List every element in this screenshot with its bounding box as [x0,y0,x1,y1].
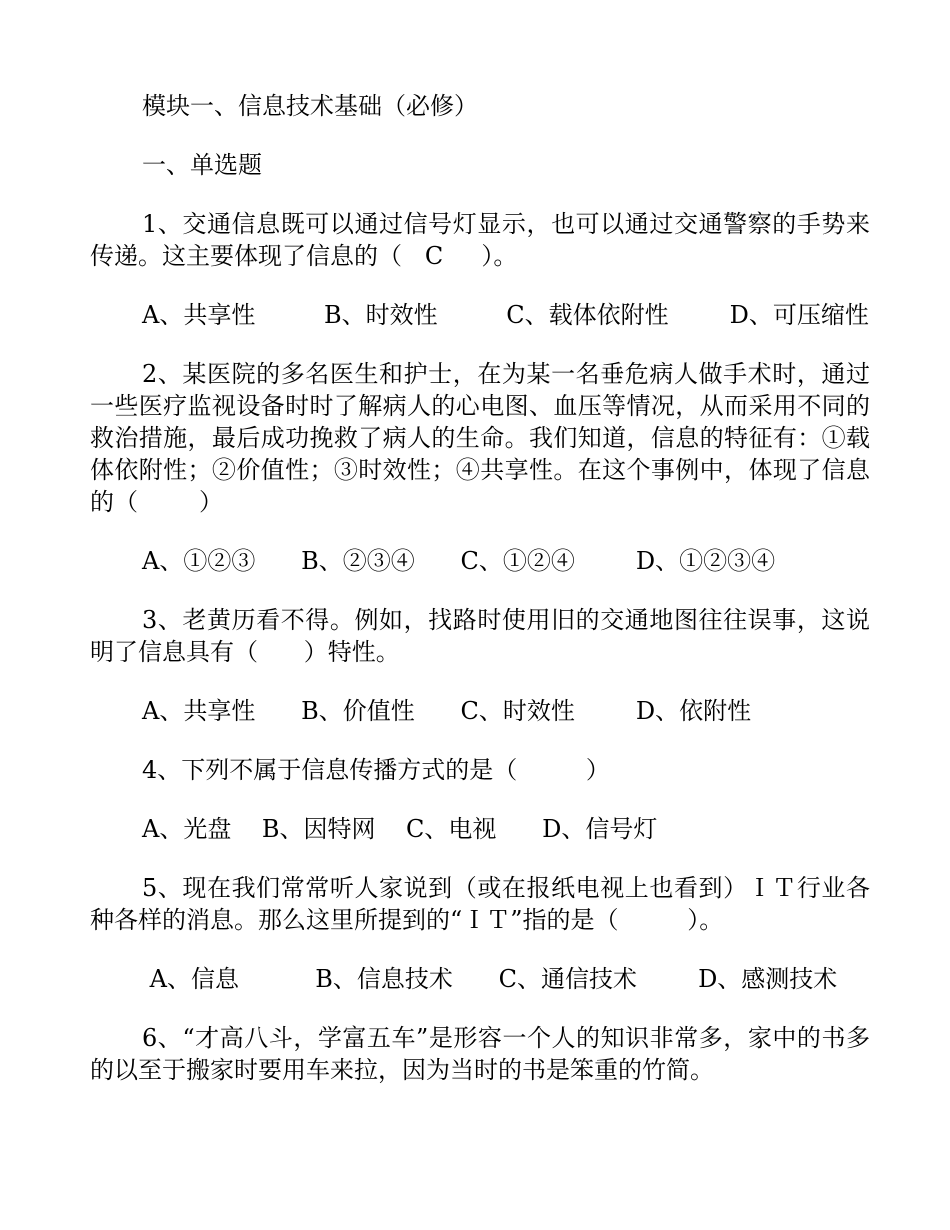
question-5-stem: 5、现在我们常常听人家说到（或在报纸电视上也看到）ＩＴ行业各种各样的消息。那么这里所提到的“ＩＴ”指的是（ ）。 [90,874,870,934]
question-1-stem: 1、交通信息既可以通过信号灯显示，也可以通过交通警察的手势来传递。这主要体现了信息的（ C ）。 [90,210,870,270]
question-3-stem: 3、老黄历看不得。例如，找路时使用旧的交通地图往往误事，这说明了信息具有（ ）特性。 [90,606,870,666]
question-3-options: A、共享性 B、价值性 C、时效性 D、依附性 [142,697,752,725]
question-4-options: A、光盘 B、因特网 C、电视 D、信号灯 [142,815,658,843]
question-2-options: A、①②③ B、②③④ C、①②④ D、①②③④ [142,547,776,575]
question-6-stem: 6、“才高八斗，学富五车”是形容一个人的知识非常多，家中的书多的以至于搬家时要用车来拉，因为当时的书是笨重的竹简。 [90,1024,870,1084]
question-1-options: A、共享性 B、时效性 C、载体依附性 D、可压缩性 [142,301,869,329]
module-title: 模块一、信息技术基础（必修） [142,92,478,120]
question-5-options: A、信息 B、信息技术 C、通信技术 D、感测技术 [142,965,838,993]
question-4-stem: 4、下列不属于信息传播方式的是（ ） [142,756,610,784]
question-2-stem: 2、某医院的多名医生和护士，在为某一名垂危病人做手术时，通过一些医疗监视设备时时了解病人的心电图、血压等情况，从而采用不同的救治措施，最后成功挽救了病人的生命。我们知道，信息的特征有：①载体依附性；②价值性；③时效性；④共享性。在这个事例中，体现了信息的（ ） [90,360,870,516]
section-title: 一、单选题 [142,151,262,179]
